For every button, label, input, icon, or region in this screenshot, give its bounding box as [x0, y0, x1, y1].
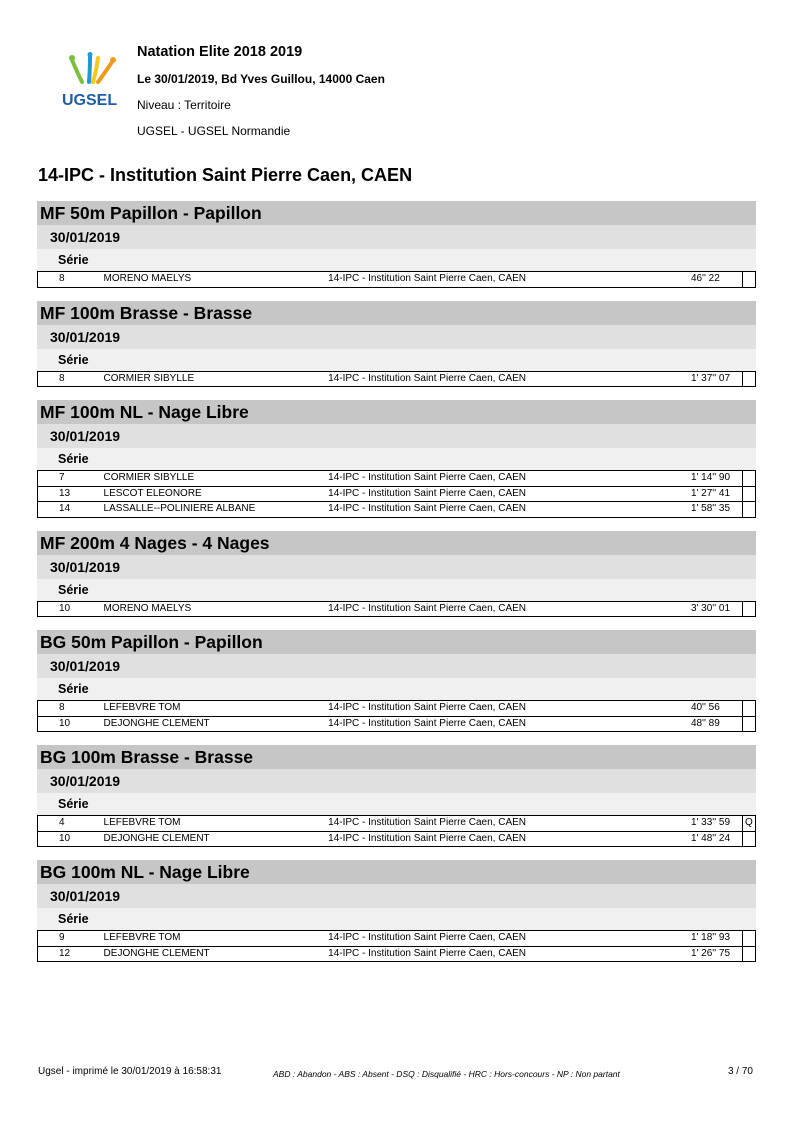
- qualification-cell: Q: [742, 816, 755, 832]
- table-row: [38, 716, 756, 732]
- ugsel-logo: [60, 52, 128, 110]
- time-cell: 48'' 89: [690, 717, 720, 729]
- club-cell: 14-IPC - Institution Saint Pierre Caen, CAEN: [328, 602, 527, 614]
- club-cell: 14-IPC - Institution Saint Pierre Caen, CAEN: [328, 931, 691, 947]
- club-cell: 14-IPC - Institution Saint Pierre Caen, CAEN: [328, 947, 527, 959]
- table-row: [38, 471, 756, 487]
- table-row: [38, 831, 756, 847]
- footer-legend: ABD : Abandon - ABS : Absent - DSQ : Disqualifié - HRC : Hors-concours - NP : Non partant: [273, 1069, 620, 1079]
- serie-label: Série: [37, 249, 756, 271]
- logo-figures-icon: [69, 52, 116, 82]
- table-row: [38, 502, 756, 518]
- club-cell: 14-IPC - Institution Saint Pierre Caen, CAEN: [328, 701, 691, 717]
- qualification-cell: [742, 831, 755, 847]
- competition-level: Niveau : Territoire: [137, 98, 231, 112]
- swimmer-name: DEJONGHE CLEMENT: [103, 717, 210, 729]
- club-cell: 14-IPC - Institution Saint Pierre Caen, CAEN: [328, 503, 527, 515]
- qualification-cell: [742, 471, 755, 487]
- time-cell: 1' 27'' 41: [691, 486, 742, 502]
- qualification-cell: [742, 486, 755, 502]
- rank-cell: 10: [59, 717, 71, 729]
- table-row: [38, 701, 756, 717]
- swimmer-name: MORENO MAELYS: [103, 273, 192, 285]
- event-section: [37, 860, 756, 962]
- rank-cell: 10: [59, 832, 71, 844]
- swimmer-name: DEJONGHE CLEMENT: [103, 947, 210, 959]
- serie-label: Série: [37, 349, 756, 371]
- rank-cell: 13: [38, 486, 104, 502]
- qualification-cell: [742, 502, 755, 518]
- qualification-cell: [742, 931, 755, 947]
- swimmer-name: LASSALLE--POLINIERE ALBANE: [103, 503, 256, 515]
- event-title: BG 50m Papillon - Papillon: [37, 630, 756, 654]
- competition-title: Natation Elite 2018 2019: [137, 44, 303, 60]
- event-section: [37, 745, 756, 847]
- qualification-cell: [742, 716, 755, 732]
- competition-date-place: Le 30/01/2019, Bd Yves Guillou, 14000 Caen: [137, 72, 385, 86]
- club-cell: 14-IPC - Institution Saint Pierre Caen, CAEN: [328, 273, 527, 285]
- event-date: 30/01/2019: [37, 654, 756, 678]
- results-table: [37, 815, 756, 847]
- club-cell: 14-IPC - Institution Saint Pierre Caen, CAEN: [328, 471, 691, 487]
- event-section: [37, 400, 756, 518]
- results-table: [37, 371, 756, 388]
- event-title: BG 100m NL - Nage Libre: [37, 860, 756, 884]
- time-cell: 1' 58'' 35: [690, 503, 731, 515]
- results-table: [37, 930, 756, 962]
- swimmer-name: CORMIER SIBYLLE: [104, 471, 329, 487]
- swimmer-name: DEJONGHE CLEMENT: [103, 832, 210, 844]
- swimmer-name: LEFEBVRE TOM: [104, 931, 329, 947]
- event-section: [37, 531, 756, 618]
- club-cell: 14-IPC - Institution Saint Pierre Caen, CAEN: [328, 832, 527, 844]
- time-cell: 3' 30'' 01: [690, 602, 731, 614]
- event-title: BG 100m Brasse - Brasse: [37, 745, 756, 769]
- time-cell: 1' 18'' 93: [691, 931, 742, 947]
- event-title: MF 100m Brasse - Brasse: [37, 301, 756, 325]
- table-row: [38, 931, 756, 947]
- time-cell: 46'' 22: [690, 273, 720, 285]
- footer-printed: Ugsel - imprimé le 30/01/2019 à 16:58:31: [38, 1066, 222, 1077]
- results-table: [37, 470, 756, 518]
- time-cell: 1' 37'' 07: [690, 372, 731, 384]
- serie-label: Série: [37, 579, 756, 601]
- club-cell: 14-IPC - Institution Saint Pierre Caen, CAEN: [328, 816, 691, 832]
- event-date: 30/01/2019: [37, 555, 756, 579]
- table-row: [38, 946, 756, 962]
- rank-cell: 8: [38, 701, 104, 717]
- serie-label: Série: [37, 908, 756, 930]
- event-title: MF 50m Papillon - Papillon: [37, 201, 756, 225]
- events-list: [37, 201, 756, 975]
- club-cell: 14-IPC - Institution Saint Pierre Caen, CAEN: [328, 372, 527, 384]
- swimmer-name: CORMIER SIBYLLE: [103, 372, 195, 384]
- club-cell: 14-IPC - Institution Saint Pierre Caen, CAEN: [328, 717, 527, 729]
- page-number: 3 / 70: [727, 1066, 753, 1077]
- competition-org: UGSEL - UGSEL Normandie: [137, 124, 291, 138]
- time-cell: 1' 14'' 90: [691, 471, 742, 487]
- event-title: MF 200m 4 Nages - 4 Nages: [37, 531, 756, 555]
- event-date: 30/01/2019: [37, 325, 756, 349]
- rank-cell: 12: [59, 947, 71, 959]
- table-row: [38, 272, 756, 288]
- swimmer-name: LEFEBVRE TOM: [104, 701, 329, 717]
- event-section: [37, 301, 756, 388]
- rank-cell: 4: [38, 816, 104, 832]
- event-section: [37, 201, 756, 288]
- rank-cell: 8: [59, 273, 65, 285]
- time-cell: 1' 33'' 59: [691, 816, 742, 832]
- logo-text: UGSEL: [62, 92, 118, 109]
- time-cell: 40'' 56: [691, 701, 742, 717]
- serie-label: Série: [37, 793, 756, 815]
- event-title: MF 100m NL - Nage Libre: [37, 400, 756, 424]
- event-date: 30/01/2019: [37, 884, 756, 908]
- qualification-cell: [742, 701, 755, 717]
- rank-cell: 10: [59, 602, 71, 614]
- results-table: [37, 271, 756, 288]
- qualification-cell: [742, 371, 755, 387]
- rank-cell: 14: [59, 503, 71, 515]
- table-row: [38, 486, 756, 502]
- time-cell: 1' 48'' 24: [690, 832, 731, 844]
- swimmer-name: MORENO MAELYS: [103, 602, 192, 614]
- event-section: [37, 630, 756, 732]
- qualification-cell: [742, 946, 755, 962]
- event-date: 30/01/2019: [37, 424, 756, 448]
- club-title: 14-IPC - Institution Saint Pierre Caen, CAEN: [38, 165, 413, 185]
- rank-cell: 8: [59, 372, 65, 384]
- table-row: [38, 816, 756, 832]
- club-cell: 14-IPC - Institution Saint Pierre Caen, CAEN: [328, 486, 691, 502]
- table-row: [38, 371, 756, 387]
- swimmer-name: LESCOT ELEONORE: [104, 486, 329, 502]
- serie-label: Série: [37, 678, 756, 700]
- time-cell: 1' 26'' 75: [690, 947, 731, 959]
- rank-cell: 9: [38, 931, 104, 947]
- event-date: 30/01/2019: [37, 769, 756, 793]
- table-row: [38, 601, 756, 617]
- serie-label: Série: [37, 448, 756, 470]
- event-date: 30/01/2019: [37, 225, 756, 249]
- swimmer-name: LEFEBVRE TOM: [104, 816, 329, 832]
- results-table: [37, 700, 756, 732]
- results-table: [37, 601, 756, 618]
- qualification-cell: [742, 272, 755, 288]
- rank-cell: 7: [38, 471, 104, 487]
- qualification-cell: [742, 601, 755, 617]
